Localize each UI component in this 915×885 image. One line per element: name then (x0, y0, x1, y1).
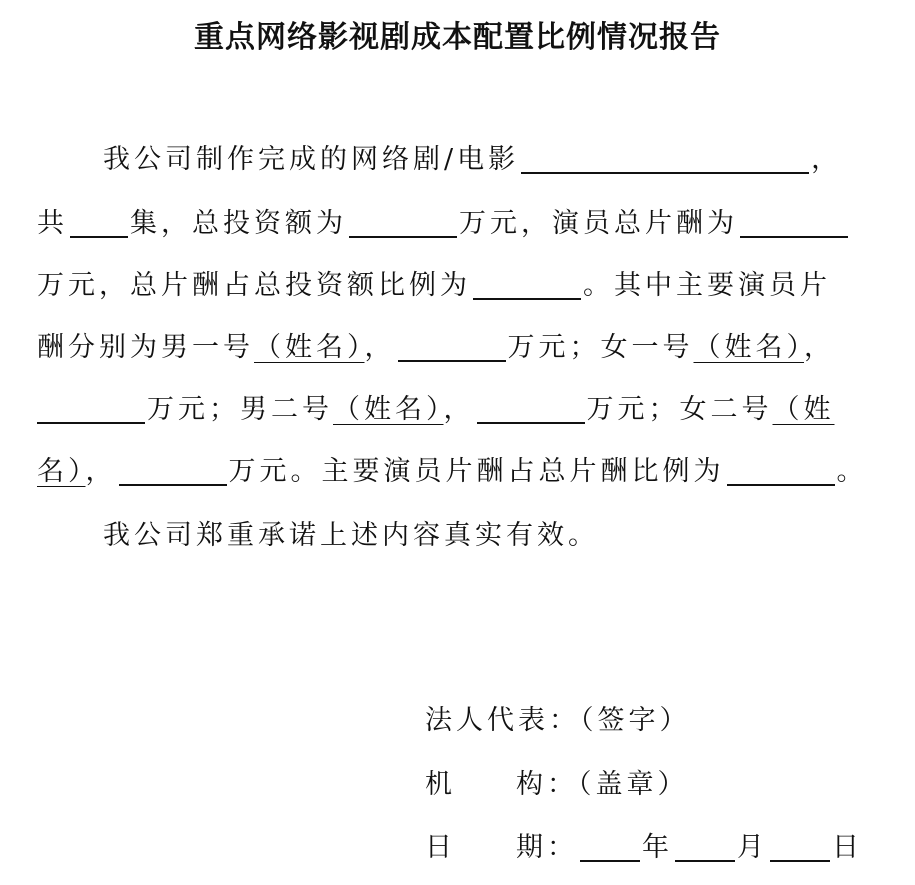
body-line-2 (37, 206, 850, 242)
text: ， (364, 332, 396, 363)
text: ， (85, 456, 117, 487)
body-line-3 (37, 268, 831, 304)
organization-line (425, 767, 689, 803)
body-line-7: 我公司郑重承诺上述内容真实有效。 (103, 520, 599, 551)
text: 集，总投资额为 (130, 208, 347, 239)
page-title: 重点网络影视剧成本配置比例情况报告 (194, 20, 721, 55)
legal-representative-line: 法人代表：（签字） (425, 705, 691, 736)
male-second-fee-blank[interactable] (477, 392, 585, 424)
female-lead-name-field[interactable]: （姓名） (693, 332, 804, 363)
text: 。其中主要演员片 (583, 270, 831, 301)
text: 机 (425, 769, 456, 800)
text: ， (804, 332, 835, 363)
body-line-1 (103, 142, 842, 178)
female-second-name-field[interactable]: （姓 (772, 394, 835, 425)
body-line-6 (37, 454, 868, 490)
text: 我公司制作完成的网络剧/电影 (103, 144, 520, 175)
text: 构：（盖章） (516, 769, 689, 800)
text: 日 (832, 832, 863, 863)
text: 万元，总片酬占总投资额比例为 (37, 270, 471, 301)
text: 月 (737, 832, 768, 863)
female-lead-fee-blank[interactable] (37, 392, 145, 424)
total-fee-blank[interactable] (740, 206, 848, 238)
day-blank[interactable] (770, 830, 830, 862)
text: ， (443, 394, 475, 425)
body-line-5 (37, 392, 835, 428)
total-investment-blank[interactable] (349, 206, 457, 238)
fee-ratio-blank[interactable] (473, 268, 581, 300)
text: 万元。主要演员片酬占总片酬比例为 (228, 456, 725, 487)
month-blank[interactable] (675, 830, 735, 862)
text: 。 (836, 456, 868, 487)
drama-name-blank[interactable] (521, 142, 809, 174)
year-blank[interactable] (580, 830, 640, 862)
text: 万元；女一号 (507, 332, 694, 363)
male-lead-name-field[interactable]: （姓名） (254, 332, 365, 363)
text: 万元；男二号 (147, 394, 333, 425)
text: 日 (425, 832, 456, 863)
text: 万元，演员总片酬为 (459, 208, 738, 239)
text: 酬分别为男一号 (37, 332, 254, 363)
main-actor-ratio-blank[interactable] (727, 454, 835, 486)
episodes-blank[interactable] (70, 206, 128, 238)
text: ， (811, 144, 843, 175)
female-second-fee-blank[interactable] (119, 454, 227, 486)
text: 共 (37, 208, 68, 239)
text: 年 (642, 832, 673, 863)
date-line (425, 830, 863, 866)
text: 万元；女二号 (586, 394, 773, 425)
body-line-4 (37, 330, 835, 366)
text: 期： (516, 832, 578, 863)
male-second-name-field[interactable]: （姓名） (333, 394, 444, 425)
female-second-name-field-cont[interactable]: 名） (37, 456, 86, 487)
male-lead-fee-blank[interactable] (398, 330, 506, 362)
